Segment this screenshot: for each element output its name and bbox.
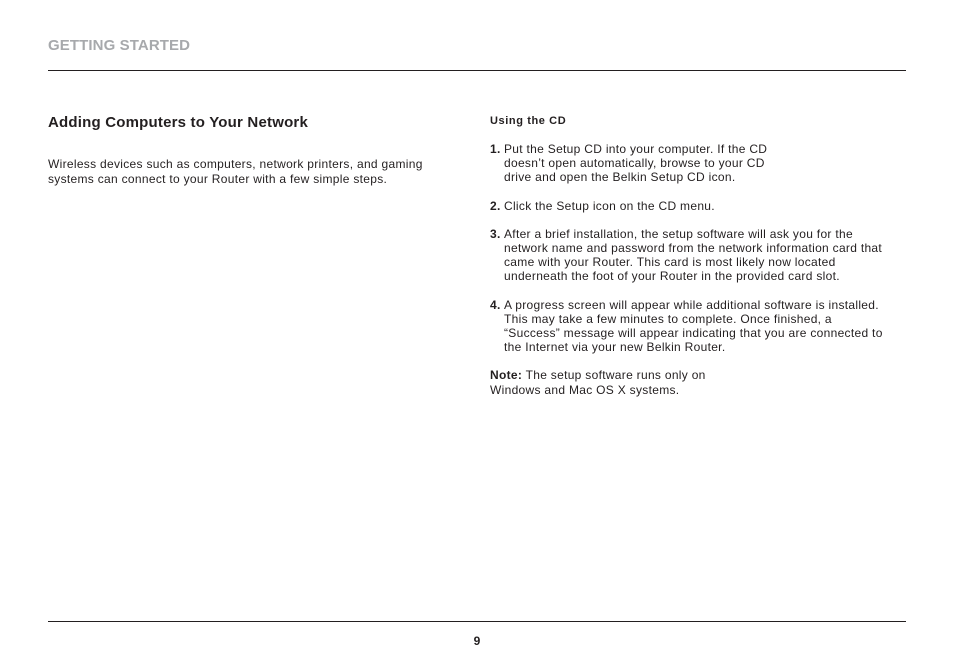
note-label: Note: bbox=[490, 368, 523, 383]
page-number: 9 bbox=[473, 634, 481, 648]
section-label: GETTING STARTED bbox=[48, 37, 191, 54]
note bbox=[490, 368, 730, 398]
step-item bbox=[490, 227, 890, 284]
step-number: 2. bbox=[490, 198, 501, 213]
step-text: Put the Setup CD into your computer. If the CD doesn’t open automatically, browse to your CD drive and open the Belkin Setup CD icon. bbox=[504, 142, 768, 185]
steps-list bbox=[490, 142, 890, 354]
intro-paragraph: Wireless devices such as computers, network printers, and gaming systems can connect to your Router with a few simple steps. bbox=[48, 157, 423, 186]
right-column bbox=[490, 114, 890, 398]
step-number: 4. bbox=[490, 297, 501, 312]
step-text: A progress screen will appear while additional software is installed. This may take a few minutes to complete. Once finished, a “Success” message will appear indicating that you are connected to the Internet via your new Belkin Router. bbox=[504, 297, 883, 355]
step-number: 1. bbox=[490, 142, 501, 156]
bottom-divider bbox=[48, 621, 906, 622]
step-number: 3. bbox=[490, 226, 501, 241]
page-title: Adding Computers to Your Network bbox=[48, 114, 309, 131]
step-text: Click the Setup icon on the CD menu. bbox=[504, 198, 715, 213]
step-item bbox=[490, 298, 890, 355]
left-column bbox=[48, 114, 458, 187]
top-divider bbox=[48, 70, 906, 71]
note-text: The setup software runs only on Windows and Mac OS X systems. bbox=[490, 368, 706, 398]
step-item bbox=[490, 142, 890, 185]
subsection-heading: Using the CD bbox=[490, 115, 567, 127]
step-item bbox=[490, 199, 890, 213]
step-text: After a brief installation, the setup software will ask you for the network name and password from the network information card that came with your Router. This card is most likely now located underneath the foot of your Router in the provided card slot. bbox=[504, 226, 883, 284]
